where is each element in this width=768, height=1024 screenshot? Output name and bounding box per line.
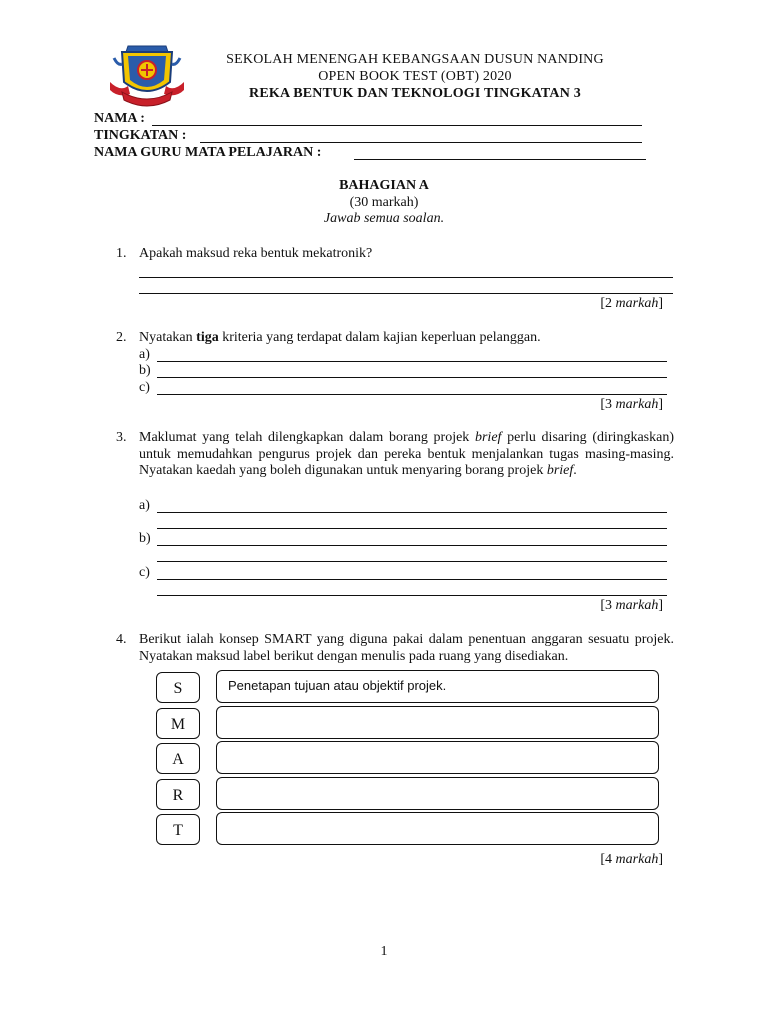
q3-text: Maklumat yang telah dilengkapkan dalam borang projek brief perlu disaring (diringkaskan) untuk memudahkan pengurus projek dan pereka bentuk menjalankan tugas masing-masing. Nyatakan kaedah yang boleh digunakan untuk menyaring borang projek brief. xyxy=(139,430,674,478)
q4-number: 4. xyxy=(116,632,127,647)
q1-answer-line-1[interactable] xyxy=(139,277,673,278)
q1-marks: [2 markah] xyxy=(600,296,663,311)
q3-sub-c: c) xyxy=(139,565,150,580)
q3-number: 3. xyxy=(116,430,127,445)
q3-answer-c-1[interactable] xyxy=(157,579,667,580)
smart-letter-s: S xyxy=(156,672,200,703)
section-instruction: Jawab semua soalan. xyxy=(323,211,445,226)
nama-label: NAMA : xyxy=(94,111,145,126)
q1-number: 1. xyxy=(116,246,127,261)
smart-answer-t[interactable] xyxy=(216,812,659,845)
q3-sub-b: b) xyxy=(139,531,151,546)
q3-answer-b-1[interactable] xyxy=(157,545,667,546)
q2-answer-b[interactable] xyxy=(157,377,667,378)
q3-answer-a-1[interactable] xyxy=(157,512,667,513)
tingkatan-label: TINGKATAN : xyxy=(94,128,187,143)
school-crest-icon xyxy=(108,42,186,108)
q3-answer-c-2[interactable] xyxy=(157,595,667,596)
smart-answer-r[interactable] xyxy=(216,777,659,810)
tingkatan-line[interactable] xyxy=(200,142,642,143)
smart-letter-r: R xyxy=(156,779,200,810)
q2-sub-a: a) xyxy=(139,347,150,362)
subject-name: REKA BENTUK DAN TEKNOLOGI TINGKATAN 3 xyxy=(249,86,581,101)
q4-marks: [4 markah] xyxy=(600,852,663,867)
nama-line[interactable] xyxy=(152,125,642,126)
school-name: SEKOLAH MENENGAH KEBANGSAAN DUSUN NANDING xyxy=(226,52,604,67)
q3-sub-a: a) xyxy=(139,498,150,513)
q2-answer-a[interactable] xyxy=(157,361,667,362)
q3-answer-a-2[interactable] xyxy=(157,528,667,529)
q2-number: 2. xyxy=(116,330,127,345)
smart-letter-a: A xyxy=(156,743,200,774)
guru-line[interactable] xyxy=(354,159,646,160)
page-number: 1 xyxy=(380,944,388,959)
smart-letter-t: T xyxy=(156,814,200,845)
test-name: OPEN BOOK TEST (OBT) 2020 xyxy=(318,69,512,84)
q2-sub-c: c) xyxy=(139,380,150,395)
q3-marks: [3 markah] xyxy=(600,598,663,613)
q2-marks: [3 markah] xyxy=(600,397,663,412)
q2-sub-b: b) xyxy=(139,363,151,378)
guru-label: NAMA GURU MATA PELAJARAN : xyxy=(94,145,322,160)
smart-answer-s[interactable]: Penetapan tujuan atau objektif projek. xyxy=(216,670,659,703)
q2-text: Nyatakan tiga kriteria yang terdapat dalam kajian keperluan pelanggan. xyxy=(139,330,541,345)
smart-answer-a[interactable] xyxy=(216,741,659,774)
smart-letter-m: M xyxy=(156,708,200,739)
q1-text: Apakah maksud reka bentuk mekatronik? xyxy=(139,246,373,261)
section-title: BAHAGIAN A xyxy=(339,178,429,193)
q3-answer-b-2[interactable] xyxy=(157,561,667,562)
q2-answer-c[interactable] xyxy=(157,394,667,395)
smart-answer-m[interactable] xyxy=(216,706,659,739)
q4-text: Berikut ialah konsep SMART yang diguna pakai dalam penentuan anggaran sesuatu projek. Nyatakan maksud label berikut dengan menulis pada ruang yang disediakan. xyxy=(139,632,674,664)
q1-answer-line-2[interactable] xyxy=(139,293,673,294)
section-marks: (30 markah) xyxy=(349,195,419,210)
